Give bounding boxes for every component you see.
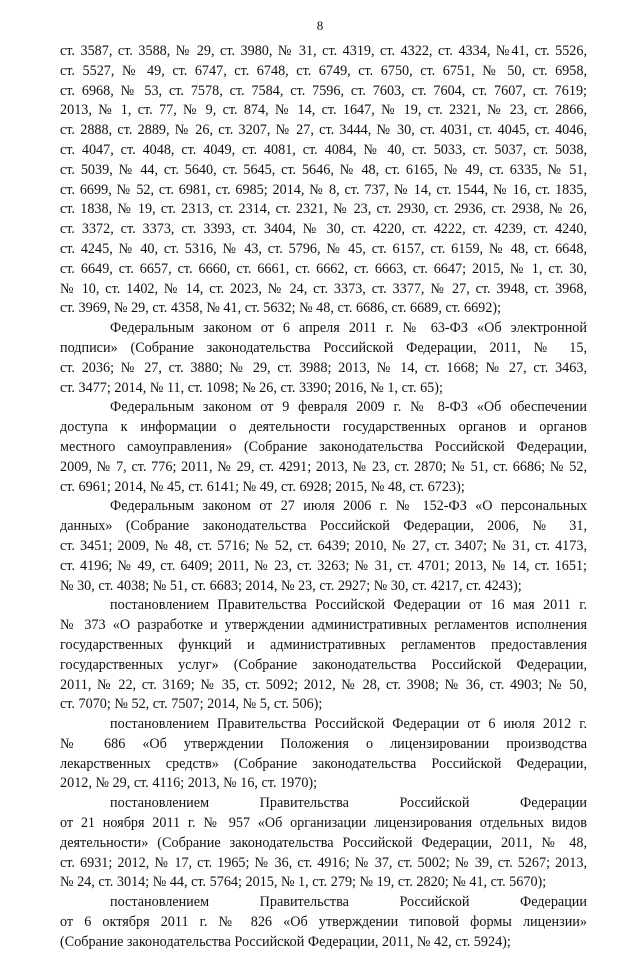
text-line: ст. 5527, № 49, ст. 6747, ст. 6748, ст. 6749, ст. 6750, ст. 6751, № 50, ст. 6958, bbox=[60, 62, 587, 79]
text-line: ст. 5039, № 44, ст. 5640, ст. 5645, ст. 5646, № 48, ст. 6165, № 49, ст. 6335, № 51, bbox=[60, 161, 587, 178]
text-line: постановлением Правительства Российской Федерации от 6 июля 2012 г. bbox=[110, 716, 587, 733]
text-line: ст. 3477; 2014, № 11, ст. 1098; № 26, ст. 3390; 2016, № 1, ст. 65); bbox=[60, 379, 443, 396]
text-line: ст. 2036; № 27, ст. 3880; № 29, ст. 3988; 2013, № 14, ст. 1668; № 27, ст. 3463, bbox=[60, 359, 587, 376]
text-line: местного самоуправления» (Собрание законодательства Российской Федерации, bbox=[60, 438, 587, 455]
text-line: ст. 4047, ст. 4048, ст. 4049, ст. 4081, ст. 4084, № 40, ст. 5033, ст. 5037, ст. 5038, bbox=[60, 141, 587, 158]
text-line: № 686 «Об утверждении Положения о лицензировании производства bbox=[60, 735, 587, 752]
text-line: ст. 3969, № 29, ст. 4358, № 41, ст. 5632; № 48, ст. 6686, ст. 6689, ст. 6692); bbox=[60, 300, 502, 317]
text-line: 2013, № 1, ст. 77, № 9, ст. 874, № 14, ст. 1647, № 19, ст. 2321, № 23, ст. 2866, bbox=[60, 102, 587, 119]
text-line: ст. 4245, № 40, ст. 5316, № 43, ст. 5796, № 45, ст. 6157, ст. 6159, № 48, ст. 6648, bbox=[60, 240, 587, 257]
text-line: 2011, № 22, ст. 3169; № 35, ст. 5092; 2012, № 28, ст. 3908; № 36, ст. 4903; № 50, bbox=[60, 676, 587, 693]
text-line: ст. 6649, ст. 6657, ст. 6660, ст. 6661, ст. 6662, ст. 6663, ст. 6647; 2015, № 1, ст. 30, bbox=[60, 260, 587, 277]
text-line: деятельности» (Собрание законодательства Российской Федерации, 2011, № 48, bbox=[60, 834, 587, 851]
text-line: № 373 «О разработке и утверждении административных регламентов исполнения bbox=[60, 617, 587, 634]
text-line: доступа к информации о деятельности государственных органов и органов bbox=[60, 419, 587, 436]
text-line: постановлением Правительства Российской Федерации bbox=[110, 894, 587, 911]
text-line: ст. 3451; 2009, № 48, ст. 5716; № 52, ст. 6439; 2010, № 27, ст. 3407; № 31, ст. 4173, bbox=[60, 537, 587, 554]
text-line: данных» (Собрание законодательства Российской Федерации, 2006, № 31, bbox=[60, 518, 587, 535]
text-line: № 30, ст. 4038; № 51, ст. 6683; 2014, № 23, ст. 2927; № 30, ст. 4217, ст. 4243); bbox=[60, 577, 522, 594]
text-line: постановлением Правительства Российской Федерации от 16 мая 2011 г. bbox=[110, 597, 587, 614]
text-line: Федеральным законом от 6 апреля 2011 г. № 63-ФЗ «Об электронной bbox=[110, 320, 587, 337]
text-line: ст. 6931; 2012, № 17, ст. 1965; № 36, ст. 4916; № 37, ст. 5002; № 39, ст. 5267; 2013, bbox=[60, 854, 587, 871]
text-line: государственных функций и административных регламентов предоставления bbox=[60, 636, 587, 653]
text-line: № 24, ст. 3014; № 44, ст. 5764; 2015, № 1, ст. 279; № 19, ст. 2820; № 41, ст. 5670); bbox=[60, 874, 547, 891]
text-line: государственных услуг» (Собрание законодательства Российской Федерации, bbox=[60, 656, 587, 673]
text-line: ст. 1838, № 19, ст. 2313, ст. 2314, ст. 2321, № 23, ст. 2930, ст. 2936, ст. 2938, № 26, bbox=[60, 201, 587, 218]
body-text bbox=[60, 42, 587, 953]
text-line: № 10, ст. 1402, № 14, ст. 2023, № 24, ст. 3373, ст. 3377, № 27, ст. 3948, ст. 3968, bbox=[60, 280, 587, 297]
text-line: ст. 2888, ст. 2889, № 26, ст. 3207, № 27, ст. 3444, № 30, ст. 4031, ст. 4045, ст. 4046, bbox=[60, 122, 587, 139]
text-line: ст. 7070; № 52, ст. 7507; 2014, № 5, ст. 506); bbox=[60, 696, 323, 713]
text-line: подписи» (Собрание законодательства Российской Федерации, 2011, № 15, bbox=[60, 339, 587, 356]
text-line: (Собрание законодательства Российской Федерации, 2011, № 42, ст. 5924); bbox=[60, 933, 511, 950]
text-line: 2009, № 7, ст. 776; 2011, № 29, ст. 4291; 2013, № 23, ст. 2870; № 51, ст. 6686; № 52, bbox=[60, 458, 587, 475]
text-line: постановлением Правительства Российской Федерации bbox=[110, 795, 587, 812]
text-line: ст. 4196; № 49, ст. 6409; 2011, № 23, ст. 3263; № 31, ст. 4701; 2013, № 14, ст. 1651; bbox=[60, 557, 587, 574]
text-line: ст. 3587, ст. 3588, № 29, ст. 3980, № 31, ст. 4319, ст. 4322, ст. 4334, №41, ст. 5526, bbox=[60, 43, 587, 59]
text-line: ст. 6968, № 53, ст. 7578, ст. 7584, ст. 7596, ст. 7603, ст. 7604, ст. 7607, ст. 7619; bbox=[60, 82, 587, 99]
text-line: лекарственных средств» (Собрание законодательства Российской Федерации, bbox=[60, 755, 587, 772]
text-line: Федеральным законом от 9 февраля 2009 г. № 8-ФЗ «Об обеспечении bbox=[110, 399, 587, 416]
page-number: 8 bbox=[316, 18, 324, 33]
text-line: ст. 3372, ст. 3373, ст. 3393, ст. 3404, № 30, ст. 4220, ст. 4222, ст. 4239, ст. 4240, bbox=[60, 221, 587, 238]
text-line: 2012, № 29, ст. 4116; 2013, № 16, ст. 1970); bbox=[60, 775, 318, 792]
text-line: Федеральным законом от 27 июля 2006 г. № 152-ФЗ «О персональных bbox=[110, 498, 587, 515]
text-line: ст. 6961; 2014, № 45, ст. 6141; № 49, ст. 6928; 2015, № 48, ст. 6723); bbox=[60, 478, 465, 495]
text-line: от 21 ноября 2011 г. № 957 «Об организации лицензирования отдельных видов bbox=[60, 815, 587, 832]
text-line: ст. 6699, № 52, ст. 6981, ст. 6985; 2014, № 8, ст. 737, № 14, ст. 1544, № 16, ст. 1835, bbox=[60, 181, 587, 198]
text-line: от 6 октября 2011 г. № 826 «Об утверждении типовой формы лицензии» bbox=[60, 914, 587, 931]
